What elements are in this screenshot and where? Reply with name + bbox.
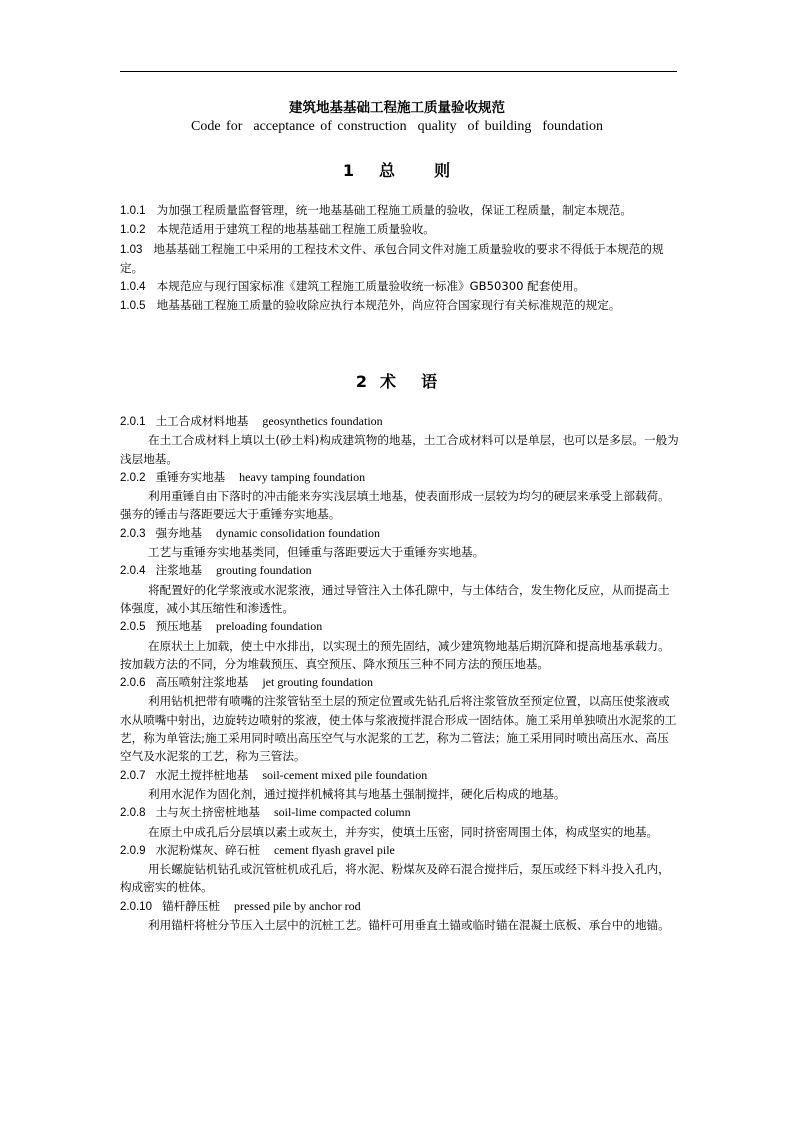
term-name-en: heavy tamping foundation xyxy=(239,469,366,484)
term-number: 2.0.5 xyxy=(120,621,146,634)
document-title-cn: 建筑地基基础工程施工质量验收规范 xyxy=(289,100,505,116)
term-heading xyxy=(120,841,680,860)
term-definition: 工艺与重锤夯实地基类同，但锤重与落距要远大于重锤夯实地基。 xyxy=(148,545,485,560)
clause-text: 本规范应与现行国家标准《建筑工程施工质量验收统一标准》GB50300 配套使用。 xyxy=(156,279,586,294)
term-name-cn: 水泥土搅拌桩地基 xyxy=(155,767,249,782)
term-name-cn: 预压地基 xyxy=(155,619,202,634)
clause-text: 地基基础工程施工中采用的工程技术文件、承包合同文件对施工质量验收的要求不得低于本规范的规定。 xyxy=(120,241,664,275)
term-number: 2.0.10 xyxy=(120,900,152,913)
clause xyxy=(120,240,680,278)
term-name-cn: 水泥粉煤灰、碎石桩 xyxy=(155,842,260,857)
term-definition: 在土工合成材料上填以土(砂土料)构成建筑物的地基，土工合成材料可以是单层，也可以是多层。一般为浅层地基。 xyxy=(120,433,679,466)
clause-number: 1.03 xyxy=(120,243,143,256)
document-title-en: Code for acceptance of construction quality of building foundation xyxy=(190,119,603,134)
chapter-title-char: 语 xyxy=(421,372,439,391)
term-name-cn: 土工合成材料地基 xyxy=(155,414,249,428)
term-definition: 将配置好的化学浆液或水泥浆液，通过导管注入土体孔隙中，与土体结合，发生物化反应，从而提高土体强度，减小其压缩性和渗透性。 xyxy=(120,582,670,615)
clause-number: 1.0.5 xyxy=(120,300,146,313)
clause-text: 本规范适用于建筑工程的地基基础工程施工质量验收。 xyxy=(156,222,435,237)
term-number: 2.0.9 xyxy=(120,844,146,857)
term-name-en: soil-cement mixed pile foundation xyxy=(262,767,428,782)
term-name-cn: 注浆地基 xyxy=(155,563,202,578)
term-definition: 利用重锤自由下落时的冲击能来夯实浅层填土地基，使表面形成一层较为均匀的硬层来承受上部载荷。强夯的锤击与落距要远大于重锤夯实地基。 xyxy=(120,489,670,522)
chapter-title-char: 术 xyxy=(380,372,398,391)
term-heading xyxy=(120,561,680,580)
term-number: 2.0.3 xyxy=(120,527,146,540)
term-name-en: grouting foundation xyxy=(215,563,312,578)
term-name-en: jet grouting foundation xyxy=(262,675,373,690)
term-definition: 在原状土上加载，使土中水排出，以实现土的预先固结，减少建筑物地基后期沉降和提高地基承载力。按加载方法的不同，分为堆载预压、真空预压、降水预压三种不同方法的预压地基。 xyxy=(120,638,670,671)
term-heading xyxy=(120,468,680,487)
term-name-en: geosynthetics foundation xyxy=(262,414,383,428)
term-number: 2.0.1 xyxy=(120,416,146,428)
term-name-cn: 强夯地基 xyxy=(155,525,202,540)
chapter-1-heading xyxy=(0,158,794,181)
clause xyxy=(120,296,680,315)
term-heading xyxy=(120,766,680,785)
clause xyxy=(120,201,680,220)
term-definition: 在原土中成孔后分层填以素土或灰土，并夯实，使填土压密，同时挤密周围土体，构成坚实的地基。 xyxy=(148,824,659,839)
term-heading xyxy=(120,803,680,822)
chapter-number: 1 xyxy=(342,161,356,180)
term-number: 2.0.2 xyxy=(120,471,146,484)
term-name-en: cement flyash gravel pile xyxy=(273,842,395,857)
term-heading xyxy=(120,617,680,636)
term-name-en: preloading foundation xyxy=(215,619,323,634)
term-heading xyxy=(120,412,680,431)
term-name-cn: 重锤夯实地基 xyxy=(155,469,226,484)
term-name-en: dynamic consolidation foundation xyxy=(215,525,380,540)
clause-number: 1.0.4 xyxy=(120,281,146,294)
chapter-title-char: 总 xyxy=(379,161,397,180)
chapter-2-body xyxy=(120,412,680,934)
clause xyxy=(120,277,680,296)
chapter-2-heading xyxy=(0,369,794,392)
clause xyxy=(120,220,680,239)
term-heading xyxy=(120,673,680,692)
header-rule xyxy=(120,71,677,72)
clause-text: 地基基础工程施工质量的验收除应执行本规范外，尚应符合国家现行有关标准规范的规定。 xyxy=(156,298,621,313)
term-name-cn: 土与灰土挤密桩地基 xyxy=(155,805,260,820)
chapter-title-char: 则 xyxy=(434,161,452,180)
term-number: 2.0.4 xyxy=(120,565,146,578)
chapter-number: 2 xyxy=(355,372,369,391)
term-definition: 用长螺旋钻机钻孔或沉管桩机成孔后，将水泥、粉煤灰及碎石混合搅拌后，泵压或经下料斗投入孔内，构成密实的桩体。 xyxy=(120,862,670,895)
term-number: 2.0.7 xyxy=(120,769,146,782)
clause-text: 为加强工程质量监督管理，统一地基基础工程施工质量的验收，保证工程质量，制定本规范。 xyxy=(156,203,632,217)
term-heading xyxy=(120,897,680,916)
chapter-1-body xyxy=(120,201,680,316)
clause-number: 1.0.2 xyxy=(120,224,146,237)
clause-number: 1.0.1 xyxy=(120,205,146,217)
term-definition: 利用水泥作为固化剂，通过搅拌机械将其与地基土强制搅拌，硬化后构成的地基。 xyxy=(148,786,566,801)
term-name-cn: 锚杆静压桩 xyxy=(161,898,220,913)
term-definition: 利用锚杆将桩分节压入土层中的沉桩工艺。锚杆可用垂直土锚或临时锚在混凝土底板、承台中的地锚。 xyxy=(148,918,670,933)
term-number: 2.0.8 xyxy=(120,807,146,820)
term-heading xyxy=(120,524,680,543)
term-definition: 利用钻机把带有喷嘴的注浆管钻至土层的预定位置或先钻孔后将注浆管放至预定位置，以高压使浆液或水从喷嘴中射出，边旋转边喷射的浆液，使土体与浆液搅拌混合形成一固结体。施工采用单独喷出水泥浆的工艺，称为单管法;施工采用同时喷出高压空气与水泥浆的工艺，称为二管法；施工采用同时喷出高压水、高压空气及水泥浆的工艺，称为三管法。 xyxy=(120,694,677,764)
term-number: 2.0.6 xyxy=(120,677,146,690)
term-name-en: soil-lime compacted column xyxy=(273,805,411,820)
term-name-cn: 高压喷射注浆地基 xyxy=(155,675,249,690)
term-name-en: pressed pile by anchor rod xyxy=(233,898,361,913)
